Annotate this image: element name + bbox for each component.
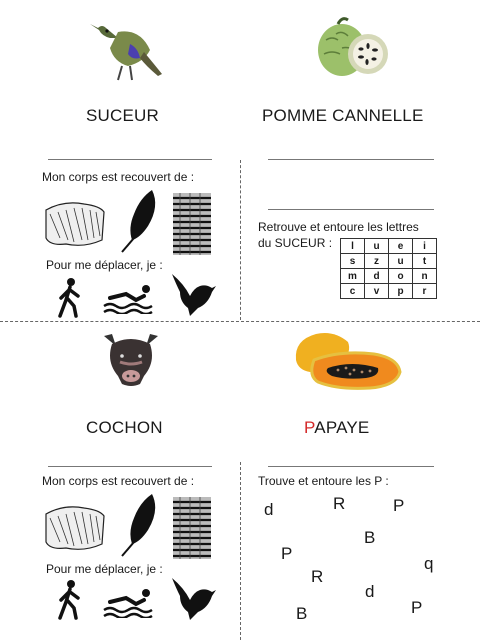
horizontal-divider xyxy=(0,321,480,322)
letter-item[interactable]: d xyxy=(264,500,274,519)
swim-option[interactable] xyxy=(102,588,154,618)
q4-top-line xyxy=(268,466,434,467)
swim-option[interactable] xyxy=(102,284,154,314)
q1-top-line xyxy=(48,159,212,160)
letter-item[interactable]: B xyxy=(296,604,308,623)
grid-cell[interactable]: d xyxy=(365,269,389,284)
grid-cell[interactable]: o xyxy=(389,269,413,284)
grid-row xyxy=(341,269,437,284)
q4-instruction: Trouve et entoure les P : xyxy=(258,474,389,488)
grid-cell[interactable]: i xyxy=(413,239,437,254)
grid-cell[interactable]: c xyxy=(341,284,365,299)
grid-cell[interactable]: s xyxy=(341,254,365,269)
letter-item[interactable]: P xyxy=(393,496,405,515)
q2-instruction-1: Retrouve et entoure les lettres xyxy=(258,220,419,234)
letter-item[interactable]: R xyxy=(333,494,346,513)
q3-title: COCHON xyxy=(86,418,163,437)
feather-option[interactable] xyxy=(118,492,160,558)
grid-cell[interactable]: z xyxy=(365,254,389,269)
custard-apple-image xyxy=(312,14,392,80)
fur-option[interactable] xyxy=(44,200,106,248)
letter-item[interactable]: q xyxy=(424,554,434,573)
fly-option[interactable] xyxy=(170,574,218,622)
vertical-divider-top xyxy=(240,160,241,320)
grid-cell[interactable]: u xyxy=(389,254,413,269)
fly-option[interactable] xyxy=(170,270,218,318)
q3-move-label: Pour me déplacer, je : xyxy=(46,562,163,576)
q2-title: POMME CANNELLE xyxy=(262,106,424,125)
q1-covered-label: Mon corps est recouvert de : xyxy=(42,170,195,184)
q4-title-rest: APAYE xyxy=(314,418,370,437)
grid-cell[interactable]: u xyxy=(365,239,389,254)
grid-cell[interactable]: l xyxy=(341,239,365,254)
papaya-image xyxy=(290,330,402,394)
q3-top-line xyxy=(48,466,212,467)
grid-row xyxy=(341,254,437,269)
q2-instruction-2: du SUCEUR : xyxy=(258,236,333,250)
walk-option[interactable] xyxy=(56,278,84,318)
vertical-divider-bottom xyxy=(240,462,241,640)
grid-cell[interactable]: r xyxy=(413,284,437,299)
grid-cell[interactable]: n xyxy=(413,269,437,284)
q1-title: SUCEUR xyxy=(86,106,159,125)
q2-mid-line xyxy=(268,209,434,210)
letter-grid xyxy=(340,238,437,299)
pig-image xyxy=(100,332,162,388)
q3-covered-label: Mon corps est recouvert de : xyxy=(42,474,195,488)
q4-title-first-letter: P xyxy=(304,418,315,437)
grid-row xyxy=(341,239,437,254)
fur-option[interactable] xyxy=(44,504,106,552)
letter-item[interactable]: d xyxy=(365,582,375,601)
grid-cell[interactable]: m xyxy=(341,269,365,284)
walk-option[interactable] xyxy=(56,580,84,620)
feather-option[interactable] xyxy=(118,188,160,254)
grid-cell[interactable]: e xyxy=(389,239,413,254)
grid-cell[interactable]: v xyxy=(365,284,389,299)
q2-top-line xyxy=(268,159,434,160)
letter-item[interactable]: R xyxy=(311,567,324,586)
letter-item[interactable]: P xyxy=(281,544,293,563)
scales-option[interactable] xyxy=(172,192,212,256)
scales-option[interactable] xyxy=(172,496,212,560)
grid-cell[interactable]: t xyxy=(413,254,437,269)
letter-item[interactable]: P xyxy=(411,598,423,617)
grid-cell[interactable]: p xyxy=(389,284,413,299)
q4-title xyxy=(304,418,369,438)
letter-item[interactable]: B xyxy=(364,528,376,547)
sunbird-image xyxy=(88,14,168,84)
q1-move-label: Pour me déplacer, je : xyxy=(46,258,163,272)
grid-row xyxy=(341,284,437,299)
